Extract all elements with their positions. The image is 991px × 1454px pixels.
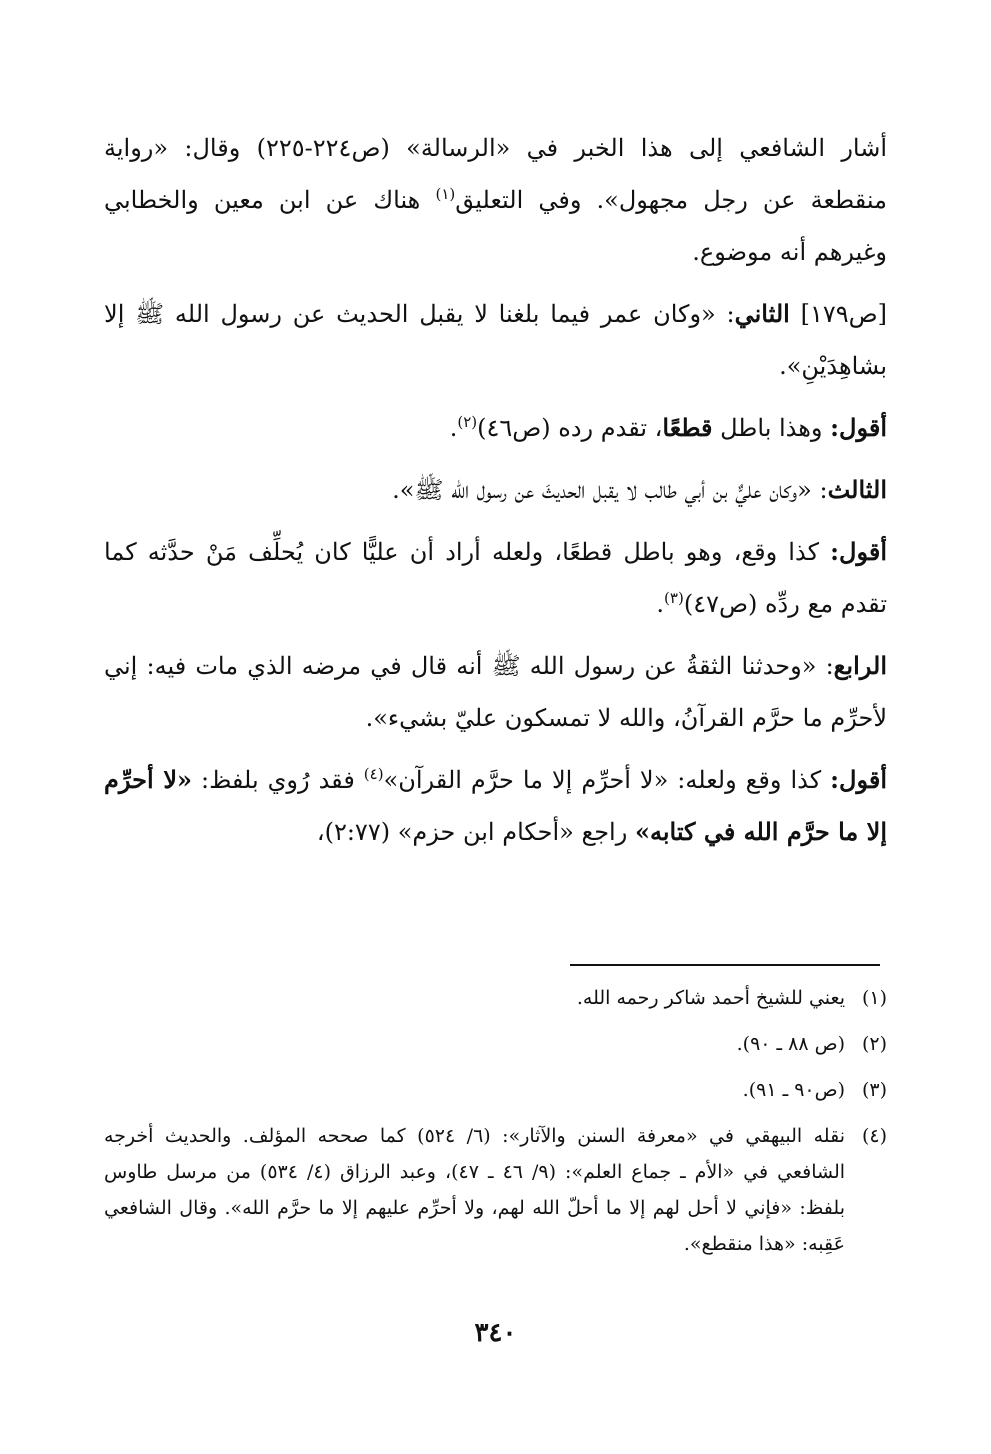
footnote-text: يعني للشيخ أحمد شاكر رحمه الله. [576, 987, 845, 1009]
footnote-text: (ص ٨٨ ـ ٩٠). [736, 1033, 845, 1055]
text-run: : «وكان عمر فيما بلغنا لا يقبل الحديث عن رسول الله ﷺ إلا بشاهِدَيْنِ». [104, 300, 887, 380]
paragraph [104, 464, 887, 516]
footnote-text: نقله البيهقي في «معرفة السنن والآثار»: (٦/ ٥٢٤) كما صححه المؤلف. والحديث أخرجه الشافعي في «الأم ـ جماع العلم»: (٩/ ٤٦ ـ ٤٧)، وعبد الرزاق (٤/ ٥٣٤) من مرسل طاوس بلفظ: «فإني لا أحل لهم إلا ما أحلّ الله لهم، ولا أحرِّم عليهم إلا ما حرَّم الله». وقال الشافعي عَقِبه: «هذا منقطع». [104, 1125, 846, 1255]
text-run: : «وحدثنا الثقةُ عن رسول الله ﷺ أنه قال في مرضه الذي مات فيه: إني لأحرِّم ما حرَّم القرآنُ، والله لا تمسكون عليّ بشيء». [104, 652, 887, 732]
text-run: كذا وقع ولعله: «لا أحرِّم إلا ما حرَّم القرآن» [383, 766, 831, 794]
footnotes [104, 980, 887, 1272]
bold-text: أقول: [830, 413, 887, 442]
footnote [104, 1072, 887, 1108]
paragraph [104, 640, 887, 744]
bold-text: الثاني [734, 299, 790, 328]
paragraph [104, 754, 887, 858]
paragraph [104, 122, 887, 278]
footnote-ref: (٢) [457, 413, 478, 431]
footnote-separator [570, 964, 880, 966]
footnote-ref: (١) [435, 185, 456, 203]
text-run: [ص١٧٩] [789, 300, 887, 328]
text-run: أشار الشافعي إلى هذا الخبر في «الرسالة» (ص٢٢٤-٢٢٥) وقال: «رواية منقطعة عن رجل مجهول». وفي التعليق [104, 134, 887, 214]
text-run: وهذا باطل [712, 414, 831, 442]
footnote [104, 1026, 887, 1062]
bold-text: أقول: [830, 765, 888, 794]
paragraph [104, 402, 887, 454]
page-number: ٣٤٠ [474, 1318, 517, 1348]
footnote-ref: (٤) [363, 765, 384, 783]
text-run: . [449, 414, 458, 442]
text-run: راجع «أحكام ابن حزم» (٢:٧٧)، [316, 818, 635, 846]
footnote-number: (١) [861, 987, 887, 1009]
text-run: هناك عن ابن معين والخطابي وغيرهم أنه موضوع. [104, 186, 887, 266]
bold-text: «لا أحرِّم إلا ما حرَّم الله في كتابه» [104, 765, 887, 846]
text-run: : «وكان عليٌّ بن أبي طالب لا يقبل الحديثَ عن رسول الله ﷺ». [392, 476, 828, 504]
footnote-number: (٢) [861, 1033, 887, 1055]
text-run: . [656, 590, 665, 618]
footnote-ref: (٣) [664, 589, 684, 607]
bold-text: أقول: [830, 537, 887, 566]
paragraph [104, 526, 887, 630]
footnote-number: (٣) [861, 1079, 887, 1101]
text-run: فقد رُوي بلفظ: [192, 766, 364, 794]
footnote-text: (ص٩٠ ـ ٩١). [742, 1079, 845, 1101]
bold-text: الرابع [833, 651, 887, 680]
bold-text: الثالث [827, 475, 887, 504]
footnote-number: (٤) [861, 1125, 887, 1147]
text-run: كذا وقع، وهو باطل قطعًا، ولعله أراد أن عليًّا كان يُحلِّف مَنْ حدَّثه كما تقدم مع ردِّه (ص٤٧) [104, 538, 887, 618]
footnote [104, 980, 887, 1016]
bold-text: قطعًا [662, 413, 713, 442]
paragraph [104, 288, 887, 392]
footnote [104, 1118, 887, 1262]
text-run: ، تقدم رده (ص٤٦) [477, 414, 663, 442]
main-text [104, 122, 887, 868]
